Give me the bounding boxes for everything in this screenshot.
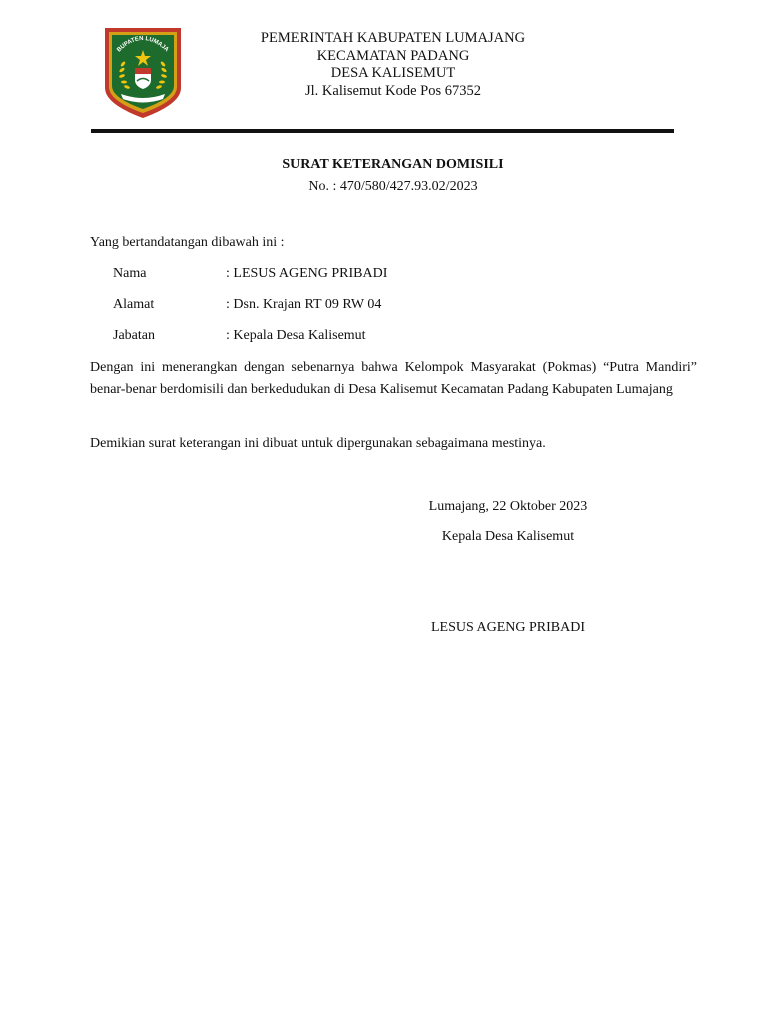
- regency-emblem-logo: [103, 24, 183, 120]
- letterhead: [193, 30, 593, 100]
- emblem-icon: [103, 24, 183, 120]
- document-title-block: [91, 154, 695, 198]
- field-value: : Kepala Desa Kalisemut: [226, 328, 366, 343]
- intro-text: Yang bertandatangan dibawah ini :: [90, 235, 285, 250]
- emblem-arc-text: BUPATEN LUMAJA: [116, 35, 170, 54]
- field-value: : Dsn. Krajan RT 09 RW 04: [226, 297, 382, 312]
- letterhead-village: DESA KALISEMUT: [330, 65, 456, 81]
- letterhead-district: KECAMATAN PADANG: [316, 47, 470, 64]
- statement-paragraph: Dengan ini menerangkan dengan sebenarnya bahwa Kelompok Masyarakat (Pokmas) “Putra Mandiri” benar-benar berdomisili dan berkedudukan di Desa Kalisemut Kecamatan Padang Kabupaten Lumajang: [90, 360, 697, 397]
- closing-paragraph: Demikian surat keterangan ini dibuat untuk dipergunakan sebagaimana mestinya.: [90, 436, 546, 451]
- letterhead-address: Jl. Kalisemut Kode Pos 67352: [304, 82, 481, 99]
- field-label: Nama: [113, 266, 147, 281]
- field-label: Jabatan: [113, 328, 155, 343]
- signature-role: Kepala Desa Kalisemut: [441, 529, 575, 544]
- document-title: SURAT KETERANGAN DOMISILI: [282, 157, 504, 172]
- signature-place-date: Lumajang, 22 Oktober 2023: [428, 499, 588, 514]
- field-label: Alamat: [113, 297, 155, 312]
- letterhead-divider: [91, 129, 674, 133]
- document-number: No. : 470/580/427.93.02/2023: [308, 179, 478, 194]
- field-value: : LESUS AGENG PRIBADI: [226, 266, 388, 281]
- signature-name: LESUS AGENG PRIBADI: [430, 620, 585, 635]
- letterhead-government: PEMERINTAH KABUPATEN LUMAJANG: [260, 30, 526, 46]
